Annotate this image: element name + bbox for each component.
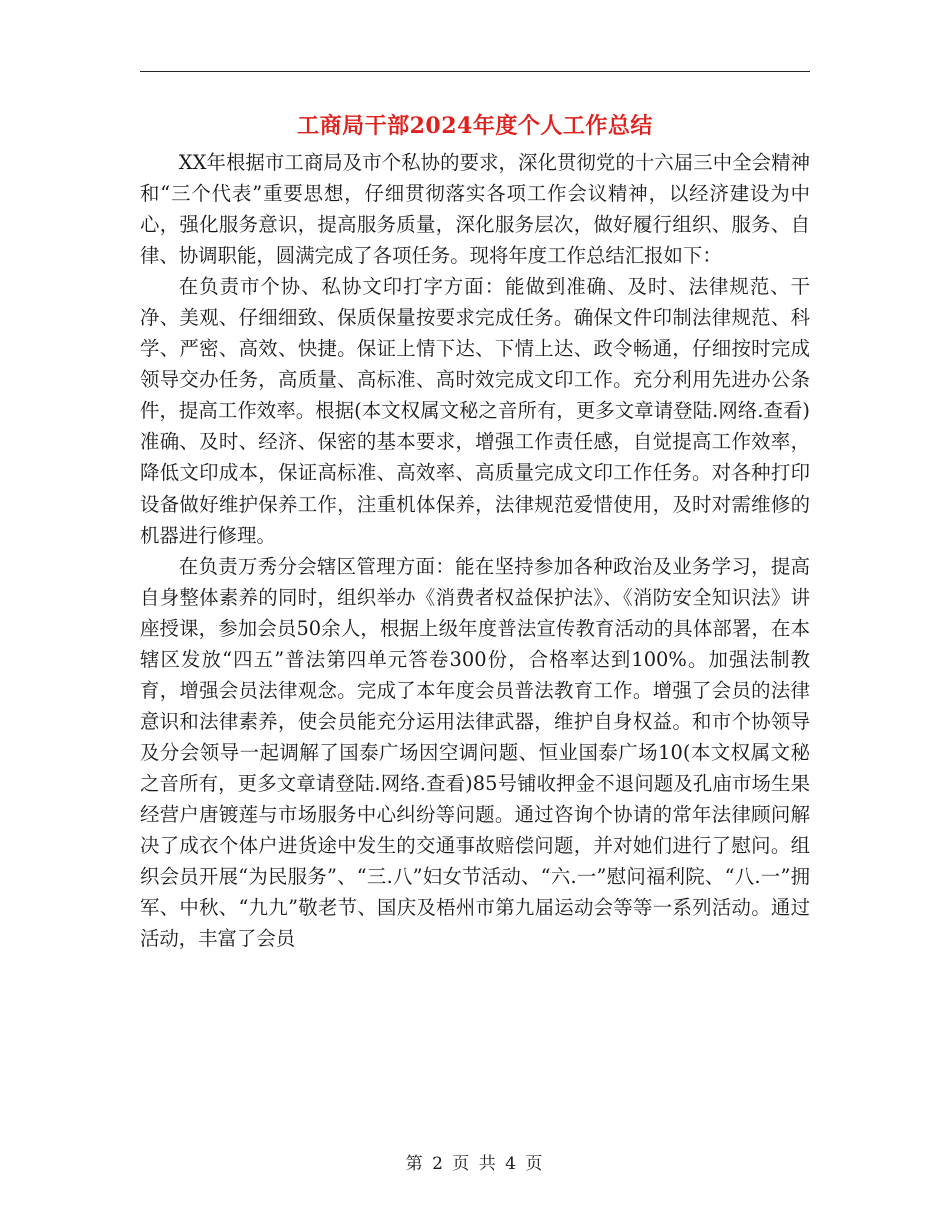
header-rule — [140, 71, 810, 72]
paragraph-district-management: 在负责万秀分会辖区管理方面：能在坚持参加各种政治及业务学习，提高自身整体素养的同时，组织举办《消费者权益保护法》、《消防安全知识法》讲座授课，参加会员50余人，根据上级年度普法宣传教育活动的具体部署，在本辖区发放“四五”普法第四单元答卷300份，合格率达到100%。加强法制教育，增强会员法律观念。完成了本年度会员普法教育工作。增强了会员的法律意识和法律素养，使会员能充分运用法律武器，维护自身权益。和市个协领导及分会领导一起调解了国泰广场因空调问题、恒业国泰广场10(本文权属文秘之音所有，更多文章请登陆.网络.查看)85号铺收押金不退问题及孔庙市场生果经营户唐镀莲与市场服务中心纠纷等问题。通过咨询个协请的常年法律顾问解决了成衣个体户进货途中发生的交通事故赔偿问题，并对她们进行了慰问。组织会员开展“为民服务”、“三.八”妇女节活动、“六.一”慰问福利院、“八.一”拥军、中秋、“九九”敬老节、国庆及梧州市第九届运动会等等一系列活动。通过活动，丰富了会员 — [140, 554, 810, 951]
document-title: 工商局干部2024年度个人工作总结 — [297, 113, 653, 139]
document-body — [140, 147, 810, 954]
paragraph-printing-work: 在负责市个协、私协文印打字方面：能做到准确、及时、法律规范、干净、美观、仔细细致、保质保量按要求完成任务。确保文件印制法律规范、科学、严密、高效、快捷。保证上情下达、下情上达、政令畅通，仔细按时完成领导交办任务，高质量、高标准、高时效完成文印工作。充分利用先进办公条件，提高工作效率。根据(本文权属文秘之音所有，更多文章请登陆.网络.查看)准确、及时、经济、保密的基本要求，增强工作责任感，自觉提高工作效率，降低文印成本，保证高标准、高效率、高质量完成文印工作任务。对各种打印设备做好维护保养工作，注重机体保养，法律规范爱惜使用，及时对需维修的机器进行修理。 — [140, 275, 810, 547]
paragraph-intro: XX年根据市工商局及市个私协的要求，深化贯彻党的十六届三中全会精神和“三个代表”重要思想，仔细贯彻落实各项工作会议精神，以经济建设为中心，强化服务意识，提高服务质量，深化服务层次，做好履行组织、服务、自律、协调职能，圆满完成了各项任务。现将年度工作总结汇报如下： — [140, 151, 810, 268]
page-footer: 第 2 页 共 4 页 — [405, 1154, 545, 1174]
